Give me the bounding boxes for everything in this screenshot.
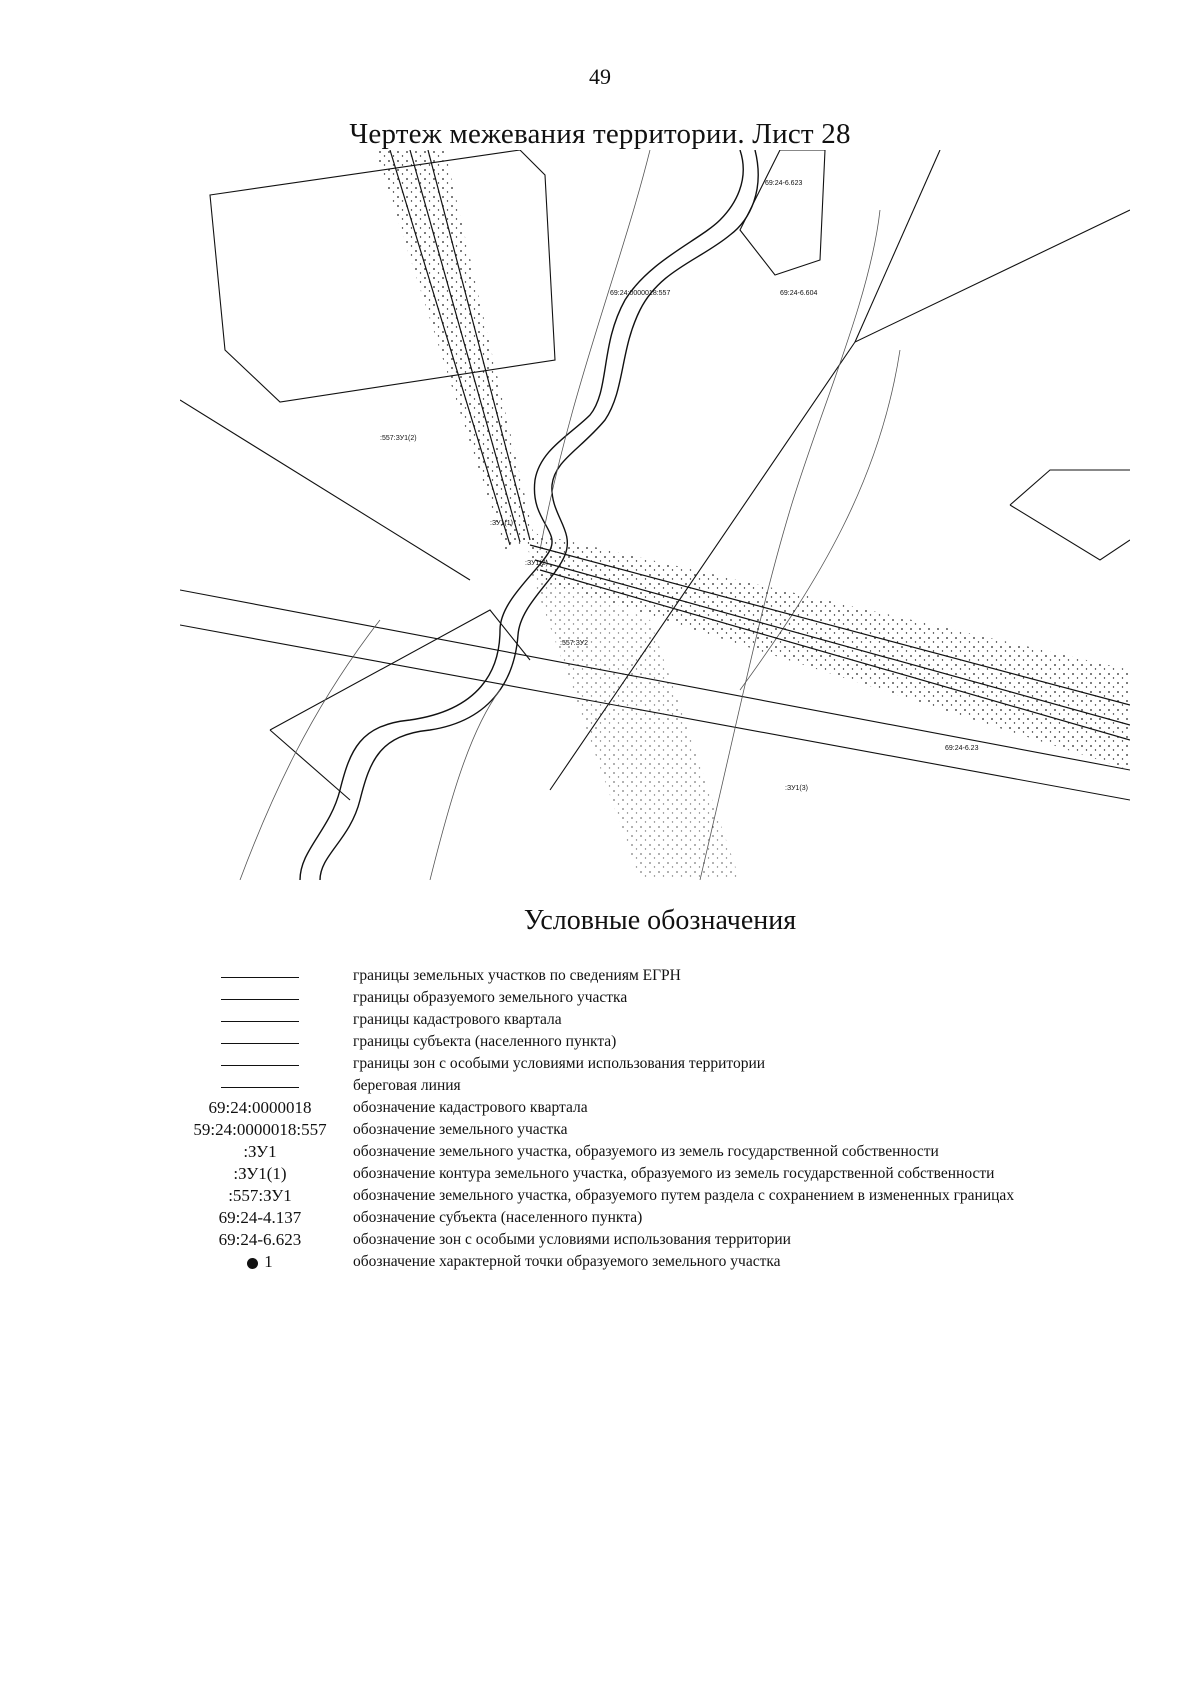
parcel-boundary (1010, 505, 1130, 560)
legend-title: Условные обозначения (523, 905, 797, 936)
legend-line-symbol (221, 1087, 299, 1088)
legend-description: обозначение контура земельного участка, образуемого из земель государственной собственности (353, 1165, 995, 1182)
map-label: 69:24:0000018:557 (610, 290, 671, 297)
legend-item (175, 1053, 1175, 1075)
legend-item (175, 1031, 1175, 1053)
legend-item (175, 1097, 1175, 1119)
legend-description: обозначение земельного участка, образуемого из земель государственной собственности (353, 1143, 939, 1160)
legend-item (175, 1185, 1175, 1207)
legend-key (175, 1075, 345, 1097)
parcel-boundary (740, 150, 825, 275)
cadastral-boundary (180, 400, 470, 580)
legend-key: 59:24:0000018:557 (193, 1120, 327, 1139)
legend-description: границы зон с особыми условиями использования территории (353, 1055, 766, 1072)
legend-key (175, 1053, 345, 1075)
map-label: 69:24-6.623 (765, 180, 803, 187)
legend-key: 69:24:0000018 (208, 1098, 312, 1117)
map-label: :ЗУ1(3) (785, 785, 808, 792)
legend-description: обозначение кадастрового квартала (353, 1099, 588, 1116)
legend-description: обозначение земельного участка (353, 1121, 568, 1138)
legend-description: береговая линия (353, 1077, 461, 1094)
legend-key (175, 987, 345, 1009)
legend-key: :557:ЗУ1 (228, 1186, 292, 1205)
cadastral-boundary (855, 150, 940, 342)
legend-key: :ЗУ1 (243, 1142, 277, 1161)
map-label: :557:ЗУ2 (560, 640, 589, 647)
legend-description: границы субъекта (населенного пункта) (353, 1033, 617, 1050)
legend-item (175, 1229, 1175, 1251)
legend-point-symbol (247, 1258, 258, 1269)
sheet-title: Чертеж межевания территории. Лист 28 (349, 118, 851, 150)
parcel-boundary (1010, 470, 1130, 505)
legend-description: границы образуемого земельного участка (353, 989, 628, 1006)
legend-line-symbol (221, 1021, 299, 1022)
map-label: 69:24-6.23 (945, 745, 979, 752)
legend-item (175, 987, 1175, 1009)
legend-key (175, 1009, 345, 1031)
road-corridor (375, 150, 535, 550)
legend-line-symbol (221, 999, 299, 1000)
legend-item (175, 1163, 1175, 1185)
legend-key (175, 1251, 345, 1273)
legend-line-symbol (221, 1065, 299, 1066)
legend-description: обозначение субъекта (населенного пункта) (353, 1209, 643, 1226)
map-label: :ЗУ1(1) (490, 520, 513, 527)
map-label: 69:24-6.604 (780, 290, 818, 297)
legend-item (175, 1141, 1175, 1163)
legend-item (175, 1009, 1175, 1031)
legend (175, 965, 1175, 1273)
legend-line-symbol (221, 977, 299, 978)
legend-key: :ЗУ1(1) (233, 1164, 287, 1183)
legend-key: 69:24-6.623 (218, 1230, 302, 1249)
legend-item (175, 965, 1175, 987)
page-number: 49 (589, 64, 611, 89)
map-label: :ЗУ1(2) (525, 560, 548, 567)
legend-item (175, 1207, 1175, 1229)
parcel-boundary (210, 150, 555, 402)
legend-key (175, 965, 345, 987)
legend-description: границы кадастрового квартала (353, 1011, 562, 1028)
survey-map (180, 150, 1130, 880)
legend-key (175, 1031, 345, 1053)
legend-description: обозначение характерной точки образуемого земельного участка (353, 1253, 781, 1270)
legend-item (175, 1075, 1175, 1097)
legend-line-symbol (221, 1043, 299, 1044)
cadastral-boundary (270, 730, 350, 800)
legend-description: границы земельных участков по сведениям ЕГРН (353, 967, 681, 984)
legend-description: обозначение земельного участка, образуемого путем раздела с сохранением в измененных границах (353, 1187, 1015, 1204)
legend-item (175, 1119, 1175, 1141)
legend-key-text: 1 (264, 1252, 273, 1271)
legend-description: обозначение зон с особыми условиями использования территории (353, 1231, 791, 1248)
map-label: :557:ЗУ1(2) (380, 435, 417, 442)
legend-key: 69:24-4.137 (218, 1208, 302, 1227)
legend-item (175, 1251, 1175, 1273)
